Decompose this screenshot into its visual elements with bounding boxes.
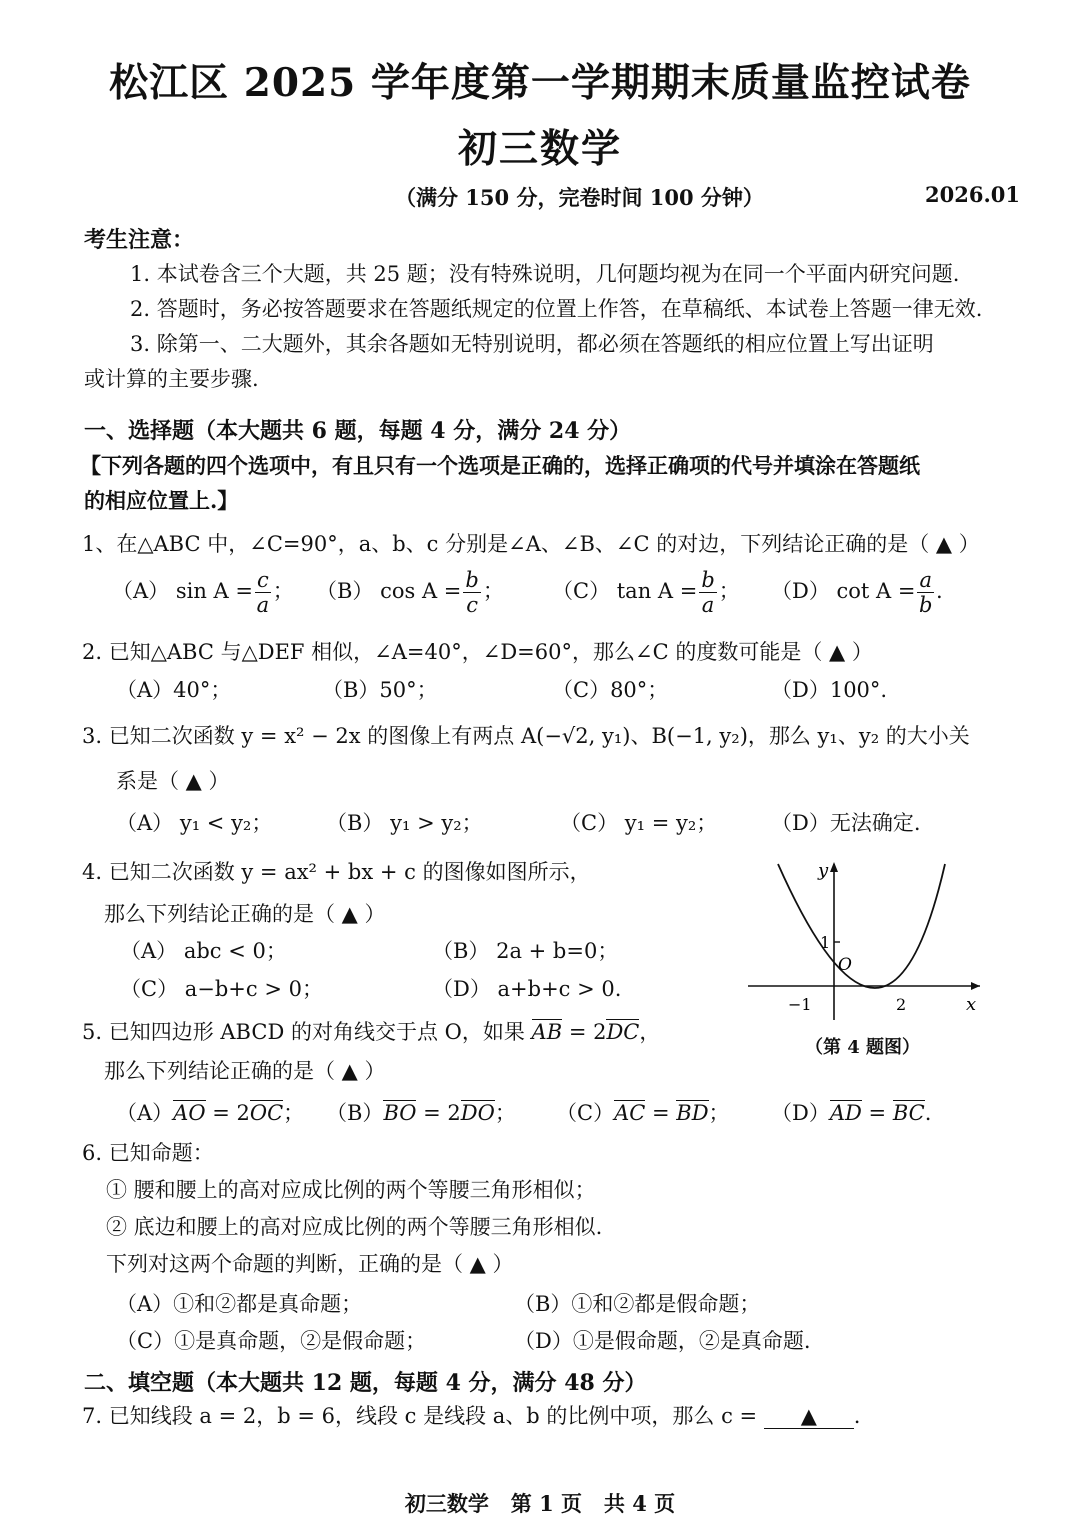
q1-option-b: （B） cos A = $\frac{b}{c}$ ；	[316, 568, 504, 617]
q1-option-c: （C） tan A = $\frac{b}{a}$ ；	[552, 568, 740, 617]
q7-stem: 7. 已知线段 a = 2，b = 6，线段 c 是线段 a、b 的比例中项，那么 c = ▲ .	[82, 1404, 861, 1428]
q3-stem-cont: 系是（ ▲ ）	[116, 769, 230, 793]
q7-answer-blank[interactable]: ▲	[764, 1404, 854, 1429]
notice-item-3: 3. 除第一、二大题外，其余各题如无特别说明，都必须在答题纸的相应位置上写出证明	[130, 332, 934, 356]
origin-label: O	[838, 955, 852, 975]
q5-stem-cont: 那么下列结论正确的是（ ▲ ）	[104, 1059, 386, 1083]
notice-item-2: 2. 答题时，务必按答题要求在答题纸规定的位置上作答，在草稿纸、本试卷上答题一律无效.	[130, 297, 983, 321]
q4-figure-caption: （第 4 题图）	[805, 1037, 921, 1058]
q6-option-d: （D）①是假命题，②是真命题.	[514, 1329, 811, 1353]
q2-option-d: （D）100°.	[771, 678, 888, 702]
page-footer: 初三数学 第 1 页 共 4 页	[404, 1491, 676, 1516]
q5-option-a: （A）AO = 2OC；	[116, 1101, 305, 1125]
q1-option-a: （A） sin A = $\frac{c}{a}$ ；	[112, 568, 294, 617]
section1-heading: 一、选择题（本大题共 6 题，每题 4 分，满分 24 分）	[84, 418, 632, 444]
q4-option-c: （C） a−b+c > 0；	[120, 977, 323, 1001]
x-tick-neg1-label: −1	[788, 995, 812, 1014]
q3-option-a: （A） y₁ < y₂；	[116, 811, 273, 835]
q2-option-a: （A）40°；	[116, 678, 232, 702]
q3-option-b: （B） y₁ > y₂；	[326, 811, 483, 835]
x-axis-arrow	[971, 982, 980, 990]
q5-stem: 5. 已知四边形 ABCD 的对角线交于点 O，如果 AB = 2DC，	[82, 1020, 661, 1044]
q1-option-d: （D） cot A = $\frac{a}{b}$ .	[771, 568, 943, 617]
x-tick-2-label: 2	[896, 995, 907, 1014]
q6-proposition-1: ① 腰和腰上的高对应成比例的两个等腰三角形相似；	[106, 1178, 596, 1202]
y-axis-arrow	[830, 862, 838, 872]
q2-option-c: （C）80°；	[552, 678, 669, 702]
exam-date: 2026.01	[925, 182, 1020, 207]
exam-subject: 初三数学	[457, 126, 622, 172]
section2-heading: 二、填空题（本大题共 12 题，每题 4 分，满分 48 分）	[84, 1370, 647, 1396]
parabola-curve	[778, 864, 945, 988]
q4-option-b: （B） 2a + b=0；	[432, 939, 619, 963]
q2-stem: 2. 已知△ABC 与△DEF 相似，∠A=40°，∠D=60°，那么∠C 的度数可能是（ ▲ ）	[82, 640, 873, 664]
q4-option-a: （A） abc < 0；	[120, 939, 287, 963]
q3-stem: 3. 已知二次函数 y = x² − 2x 的图像上有两点 A(−√2, y₁)、B(−1, y₂)，那么 y₁、y₂ 的大小关	[82, 724, 970, 748]
q4-stem-cont: 那么下列结论正确的是（ ▲ ）	[104, 902, 386, 926]
q3-option-c: （C） y₁ = y₂；	[560, 811, 718, 835]
q5-option-c: （C）AC = BD；	[556, 1101, 730, 1125]
x-axis-label: x	[966, 994, 977, 1015]
q5-option-d: （D）AD = BC.	[771, 1101, 932, 1125]
q4-parabola-figure	[740, 850, 990, 1025]
notice-heading: 考生注意：	[84, 227, 195, 253]
notice-item-1: 1. 本试卷含三个大题，共 25 题；没有特殊说明，几何题均视为在同一个平面内研究问题.	[130, 262, 960, 286]
exam-info: （满分 150 分，完卷时间 100 分钟）	[395, 185, 764, 210]
q3-option-d: （D）无法确定.	[771, 811, 921, 835]
y-axis-label: y	[818, 860, 829, 881]
q6-stem: 6. 已知命题：	[82, 1141, 214, 1165]
q1-stem: 1、在△ABC 中，∠C=90°，a、b、c 分别是∠A、∠B、∠C 的对边，下列结论正确的是（ ▲ ）	[82, 532, 980, 556]
section1-instruction: 【下列各题的四个选项中，有且只有一个选项是正确的，选择正确项的代号并填涂在答题纸	[80, 453, 920, 478]
q6-option-a: （A）①和②都是真命题；	[116, 1292, 363, 1316]
q6-option-c: （C）①是真命题，②是假命题；	[116, 1329, 427, 1353]
q4-stem: 4. 已知二次函数 y = ax² + bx + c 的图像如图所示，	[82, 860, 591, 884]
q6-proposition-2: ② 底边和腰上的高对应成比例的两个等腰三角形相似.	[106, 1215, 603, 1239]
section1-instruction-cont: 的相应位置上.】	[84, 488, 239, 513]
notice-item-3-cont: 或计算的主要步骤.	[84, 367, 259, 391]
q2-option-b: （B）50°；	[322, 678, 438, 702]
exam-title: 松江区 2025 学年度第一学期期末质量监控试卷	[109, 60, 971, 106]
q5-option-b: （B）BO = 2DO；	[326, 1101, 516, 1125]
q6-question: 下列对这两个命题的判断，正确的是（ ▲ ）	[106, 1252, 514, 1276]
q4-option-d: （D） a+b+c > 0.	[432, 977, 622, 1001]
q6-option-b: （B）①和②都是假命题；	[514, 1292, 761, 1316]
y-tick-label: 1	[820, 933, 831, 952]
